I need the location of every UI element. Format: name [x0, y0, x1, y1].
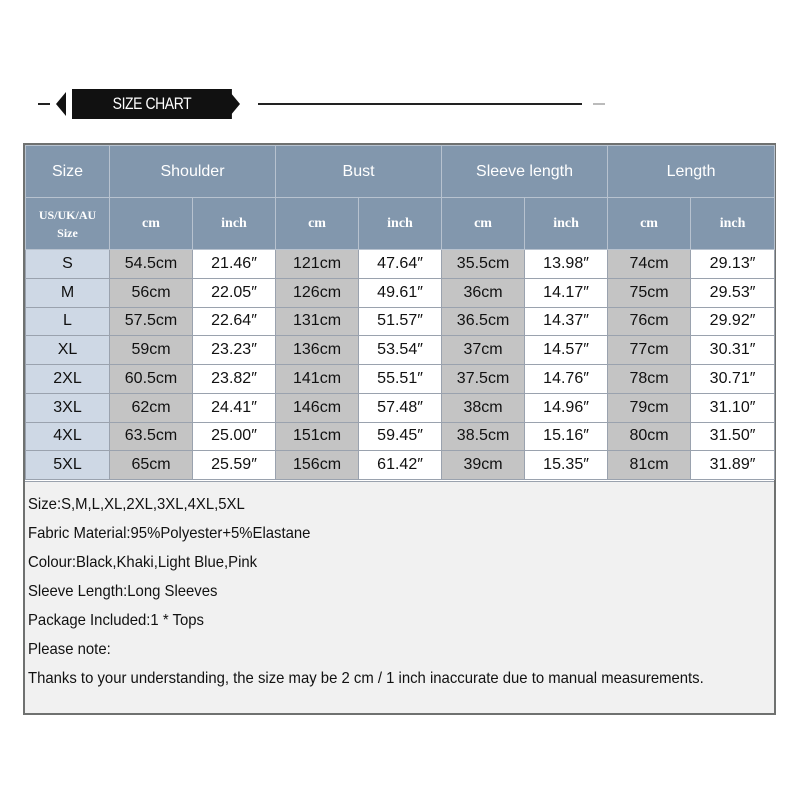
- size-cell: L: [26, 307, 110, 336]
- size-column-header: Size: [26, 146, 110, 198]
- sleeve-cm-cell: 35.5cm: [442, 250, 525, 279]
- size-cell: S: [26, 250, 110, 279]
- sleeve-cm-cell: 36.5cm: [442, 307, 525, 336]
- length-cm-cell: 74cm: [608, 250, 691, 279]
- info-sizes: Size:S,M,L,XL,2XL,3XL,4XL,5XL: [28, 496, 245, 513]
- size-cell: 5XL: [26, 451, 110, 480]
- shoulder-inch-cell: 21.46″: [193, 250, 276, 279]
- table-row: [26, 365, 775, 394]
- size-chart: [23, 143, 776, 715]
- shoulder-column-header: Shoulder: [110, 146, 276, 198]
- bust-cm-cell: 141cm: [276, 365, 359, 394]
- bust-column-header: Bust: [276, 146, 442, 198]
- length-inch-cell: 29.13″: [691, 250, 775, 279]
- bust-inch-cell: 57.48″: [359, 393, 442, 422]
- bust-cm-cell: 136cm: [276, 336, 359, 365]
- shoulder-inch-cell: 25.59″: [193, 451, 276, 480]
- info-measurement-note: Thanks to your understanding, the size may be 2 cm / 1 inch inaccurate due to manual measurements.: [28, 670, 704, 687]
- table-unit-header-row: [26, 198, 775, 250]
- bust-cm-cell: 146cm: [276, 393, 359, 422]
- shoulder-inch-cell: 22.05″: [193, 278, 276, 307]
- shoulder-inch-cell: 25.00″: [193, 422, 276, 451]
- sleeve-length-column-header: Sleeve length: [442, 146, 608, 198]
- bust-inch-cell: 51.57″: [359, 307, 442, 336]
- shoulder-inch-cell: 23.23″: [193, 336, 276, 365]
- length-inch-cell: 29.53″: [691, 278, 775, 307]
- product-info-block: [25, 481, 774, 713]
- banner-left-chevron: [56, 92, 66, 116]
- table-row: [26, 250, 775, 279]
- sleeve-inch-cell: 13.98″: [525, 250, 608, 279]
- bust-cm-header: cm: [276, 198, 359, 250]
- length-cm-cell: 81cm: [608, 451, 691, 480]
- table-row: [26, 278, 775, 307]
- size-cell: 2XL: [26, 365, 110, 394]
- sleeve-inch-cell: 14.37″: [525, 307, 608, 336]
- length-cm-cell: 78cm: [608, 365, 691, 394]
- sleeve-inch-cell: 14.17″: [525, 278, 608, 307]
- shoulder-inch-cell: 24.41″: [193, 393, 276, 422]
- bust-inch-cell: 55.51″: [359, 365, 442, 394]
- bust-inch-cell: 53.54″: [359, 336, 442, 365]
- sleeve-inch-cell: 14.96″: [525, 393, 608, 422]
- length-cm-cell: 79cm: [608, 393, 691, 422]
- size-cell: XL: [26, 336, 110, 365]
- shoulder-cm-cell: 57.5cm: [110, 307, 193, 336]
- shoulder-cm-cell: 65cm: [110, 451, 193, 480]
- size-cell: M: [26, 278, 110, 307]
- length-cm-cell: 77cm: [608, 336, 691, 365]
- length-inch-cell: 31.89″: [691, 451, 775, 480]
- size-chart-title: SIZE CHART: [72, 89, 232, 119]
- table-row: [26, 336, 775, 365]
- banner-dash-right: [593, 103, 605, 105]
- bust-inch-cell: 47.64″: [359, 250, 442, 279]
- length-inch-cell: 30.71″: [691, 365, 775, 394]
- length-inch-header: inch: [691, 198, 775, 250]
- table-row: [26, 451, 775, 480]
- sleeve-cm-cell: 37.5cm: [442, 365, 525, 394]
- bust-cm-cell: 156cm: [276, 451, 359, 480]
- shoulder-cm-header: cm: [110, 198, 193, 250]
- sleeve-cm-header: cm: [442, 198, 525, 250]
- info-sleeve-length: Sleeve Length:Long Sleeves: [28, 583, 218, 600]
- shoulder-cm-cell: 54.5cm: [110, 250, 193, 279]
- region-size-line1: US/UK/AU: [38, 207, 97, 222]
- bust-inch-header: inch: [359, 198, 442, 250]
- banner-right-chevron: [230, 92, 240, 116]
- sleeve-inch-cell: 14.76″: [525, 365, 608, 394]
- length-cm-cell: 80cm: [608, 422, 691, 451]
- table-row: [26, 307, 775, 336]
- bust-cm-cell: 151cm: [276, 422, 359, 451]
- table-row: [26, 393, 775, 422]
- size-table: [25, 145, 775, 480]
- length-cm-cell: 75cm: [608, 278, 691, 307]
- sleeve-inch-cell: 15.16″: [525, 422, 608, 451]
- sleeve-cm-cell: 37cm: [442, 336, 525, 365]
- info-package-included: Package Included:1 * Tops: [28, 612, 204, 629]
- banner-dash-left: [38, 103, 50, 105]
- bust-inch-cell: 59.45″: [359, 422, 442, 451]
- size-cell: 4XL: [26, 422, 110, 451]
- shoulder-inch-cell: 23.82″: [193, 365, 276, 394]
- length-inch-cell: 30.31″: [691, 336, 775, 365]
- bust-inch-cell: 61.42″: [359, 451, 442, 480]
- sleeve-inch-cell: 15.35″: [525, 451, 608, 480]
- sleeve-cm-cell: 38cm: [442, 393, 525, 422]
- shoulder-cm-cell: 56cm: [110, 278, 193, 307]
- region-size-header: [26, 198, 110, 250]
- info-fabric-material: Fabric Material:95%Polyester+5%Elastane: [28, 525, 311, 542]
- sleeve-inch-header: inch: [525, 198, 608, 250]
- shoulder-inch-cell: 22.64″: [193, 307, 276, 336]
- sleeve-inch-cell: 14.57″: [525, 336, 608, 365]
- length-cm-cell: 76cm: [608, 307, 691, 336]
- length-inch-cell: 31.10″: [691, 393, 775, 422]
- bust-inch-cell: 49.61″: [359, 278, 442, 307]
- bust-cm-cell: 126cm: [276, 278, 359, 307]
- size-chart-banner: [0, 84, 800, 124]
- bust-cm-cell: 131cm: [276, 307, 359, 336]
- size-cell: 3XL: [26, 393, 110, 422]
- region-size-line2: Size: [57, 225, 78, 240]
- table-group-header-row: [26, 146, 775, 198]
- banner-rule: [258, 103, 582, 105]
- shoulder-cm-cell: 60.5cm: [110, 365, 193, 394]
- length-inch-cell: 31.50″: [691, 422, 775, 451]
- shoulder-cm-cell: 62cm: [110, 393, 193, 422]
- length-column-header: Length: [608, 146, 775, 198]
- shoulder-cm-cell: 59cm: [110, 336, 193, 365]
- bust-cm-cell: 121cm: [276, 250, 359, 279]
- info-colour: Colour:Black,Khaki,Light Blue,Pink: [28, 554, 258, 571]
- sleeve-cm-cell: 39cm: [442, 451, 525, 480]
- length-inch-cell: 29.92″: [691, 307, 775, 336]
- info-please-note: Please note:: [28, 641, 111, 658]
- table-row: [26, 422, 775, 451]
- sleeve-cm-cell: 36cm: [442, 278, 525, 307]
- shoulder-cm-cell: 63.5cm: [110, 422, 193, 451]
- sleeve-cm-cell: 38.5cm: [442, 422, 525, 451]
- shoulder-inch-header: inch: [193, 198, 276, 250]
- length-cm-header: cm: [608, 198, 691, 250]
